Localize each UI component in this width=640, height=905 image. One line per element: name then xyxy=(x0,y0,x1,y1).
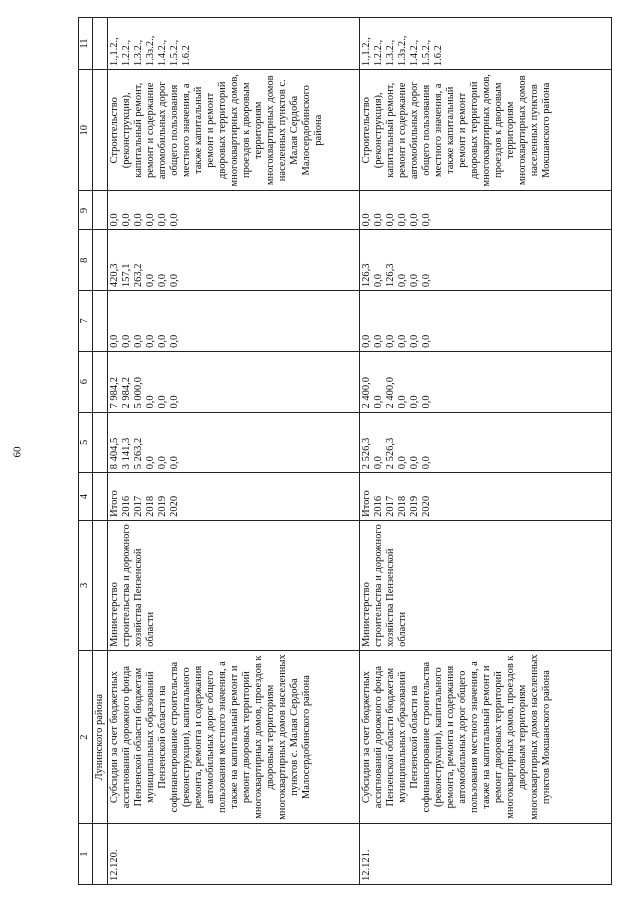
row-refs: 1.,1.2., 1.2.2., 1.3.2., 1.3з.2., 1.4.2., 1.5.2., 1.6.2 xyxy=(360,18,612,70)
program-table xyxy=(78,17,612,885)
row-col9-values: 0,0 0,0 0,0 0,0 0,0 0,0 xyxy=(360,191,612,230)
page-number: 60 xyxy=(11,446,24,458)
row-name: Субсидии за счет бюджетных ассигнований дорожного фонда Пензенской области бюджетам муниципальных образований Пензенской области на софинансирование строительства (реконструкции), капитального ремонта, ремонта и содержания автомобильных дорог общего пользования местного значения, а также на капитальный ремонт и ремонт дворовых территорий многоквартирных домов, проездов к дворовым территориям многоквартирных домов населенных пунктов с. Малая Сердоба Малосердобинского района xyxy=(108,650,360,823)
row-executor: Министерство строительства и дорожного хозяйства Пензенской области xyxy=(360,520,612,650)
row-col5-values: 8 404,5 3 141,3 5 263,2 0,0 0,0 0,0 xyxy=(108,412,360,473)
row-col8-values: 126,3 0,0 126,3 0,0 0,0 0,0 xyxy=(360,230,612,291)
row-name: Субсидии за счет бюджетных ассигнований дорожного фонда Пензенской области бюджетам муниципальных образований Пензенской области на софинансирование строительства (реконструкции), капитального ремонта, ремонта и содержания автомобильных дорог общего пользования местного значения, а также на капитальный ремонт и ремонт дворовых территорий многоквартирных домов, проездов к дворовым территориям многоквартирных домов населенных пунктов Мокшанского района xyxy=(360,650,612,823)
row-years: Итого 2016 2017 2018 2019 2020 xyxy=(108,473,360,521)
col-header-10: 10 xyxy=(79,70,93,191)
row-col7-values: 0,0 0,0 0,0 0,0 0,0 0,0 xyxy=(360,291,612,352)
col-header-6: 6 xyxy=(79,351,93,412)
col-header-2: 2 xyxy=(79,650,93,823)
row-col8-values: 420,3 157,1 263,2 0,0 0,0 0,0 xyxy=(108,230,360,291)
row-col6-values: 7 984,2 2 984,2 5 000,0 0,0 0,0 0,0 xyxy=(108,351,360,412)
col-header-7: 7 xyxy=(79,291,93,352)
row-code: 12.121. xyxy=(360,824,612,885)
row-executor: Министерство строительства и дорожного хозяйства Пензенской области xyxy=(108,520,360,650)
row-years: Итого 2016 2017 2018 2019 2020 xyxy=(360,473,612,521)
row-col9-values: 0,0 0,0 0,0 0,0 0,0 0,0 xyxy=(108,191,360,230)
row-col7-values: 0,0 0,0 0,0 0,0 0,0 0,0 xyxy=(108,291,360,352)
col-header-9: 9 xyxy=(79,191,93,230)
row-col6-values: 2 400,0 0,0 2 400,0 0,0 0,0 0,0 xyxy=(360,351,612,412)
row-code: 12.120. xyxy=(108,824,360,885)
row-refs: 1.,1.2., 1.2.2., 1.3.2., 1.3з.2., 1.4.2., 1.5.2., 1.6.2 xyxy=(108,18,360,70)
col-header-11: 11 xyxy=(79,18,93,70)
row-col5-values: 2 526,3 0,0 2 526,3 0,0 0,0 0,0 xyxy=(360,412,612,473)
rotated-table-sheet xyxy=(78,17,630,885)
table-row xyxy=(360,18,612,885)
row-result: Строительство (реконструкция), капитальный ремонт, ремонт и содержание автомобильных дорог общего пользования местного значения, а также капитальный ремонт и ремонт дворовых территорий многоквартирных домов, проездов к дворовым территориям многоквартирных домов населенных пунктов Мокшанского района xyxy=(360,70,612,191)
col-header-3: 3 xyxy=(79,520,93,650)
continuation-row xyxy=(93,18,108,885)
col-header-4: 4 xyxy=(79,473,93,521)
table-row xyxy=(108,18,360,885)
col-header-5: 5 xyxy=(79,412,93,473)
col-header-8: 8 xyxy=(79,230,93,291)
row-result: Строительство (реконструкция), капитальный ремонт, ремонт и содержание автомобильных дорог общего пользования местного значения, а также капитальный ремонт и ремонт дворовых территорий многоквартирных домов, проездов к дворовым территориям многоквартирных домов населенных пунктов с. Малая Сердоба Малосердобинского района xyxy=(108,70,360,191)
col-header-1: 1 xyxy=(79,824,93,885)
continuation-text: Лунинского района xyxy=(93,650,108,823)
header-row xyxy=(79,18,93,885)
